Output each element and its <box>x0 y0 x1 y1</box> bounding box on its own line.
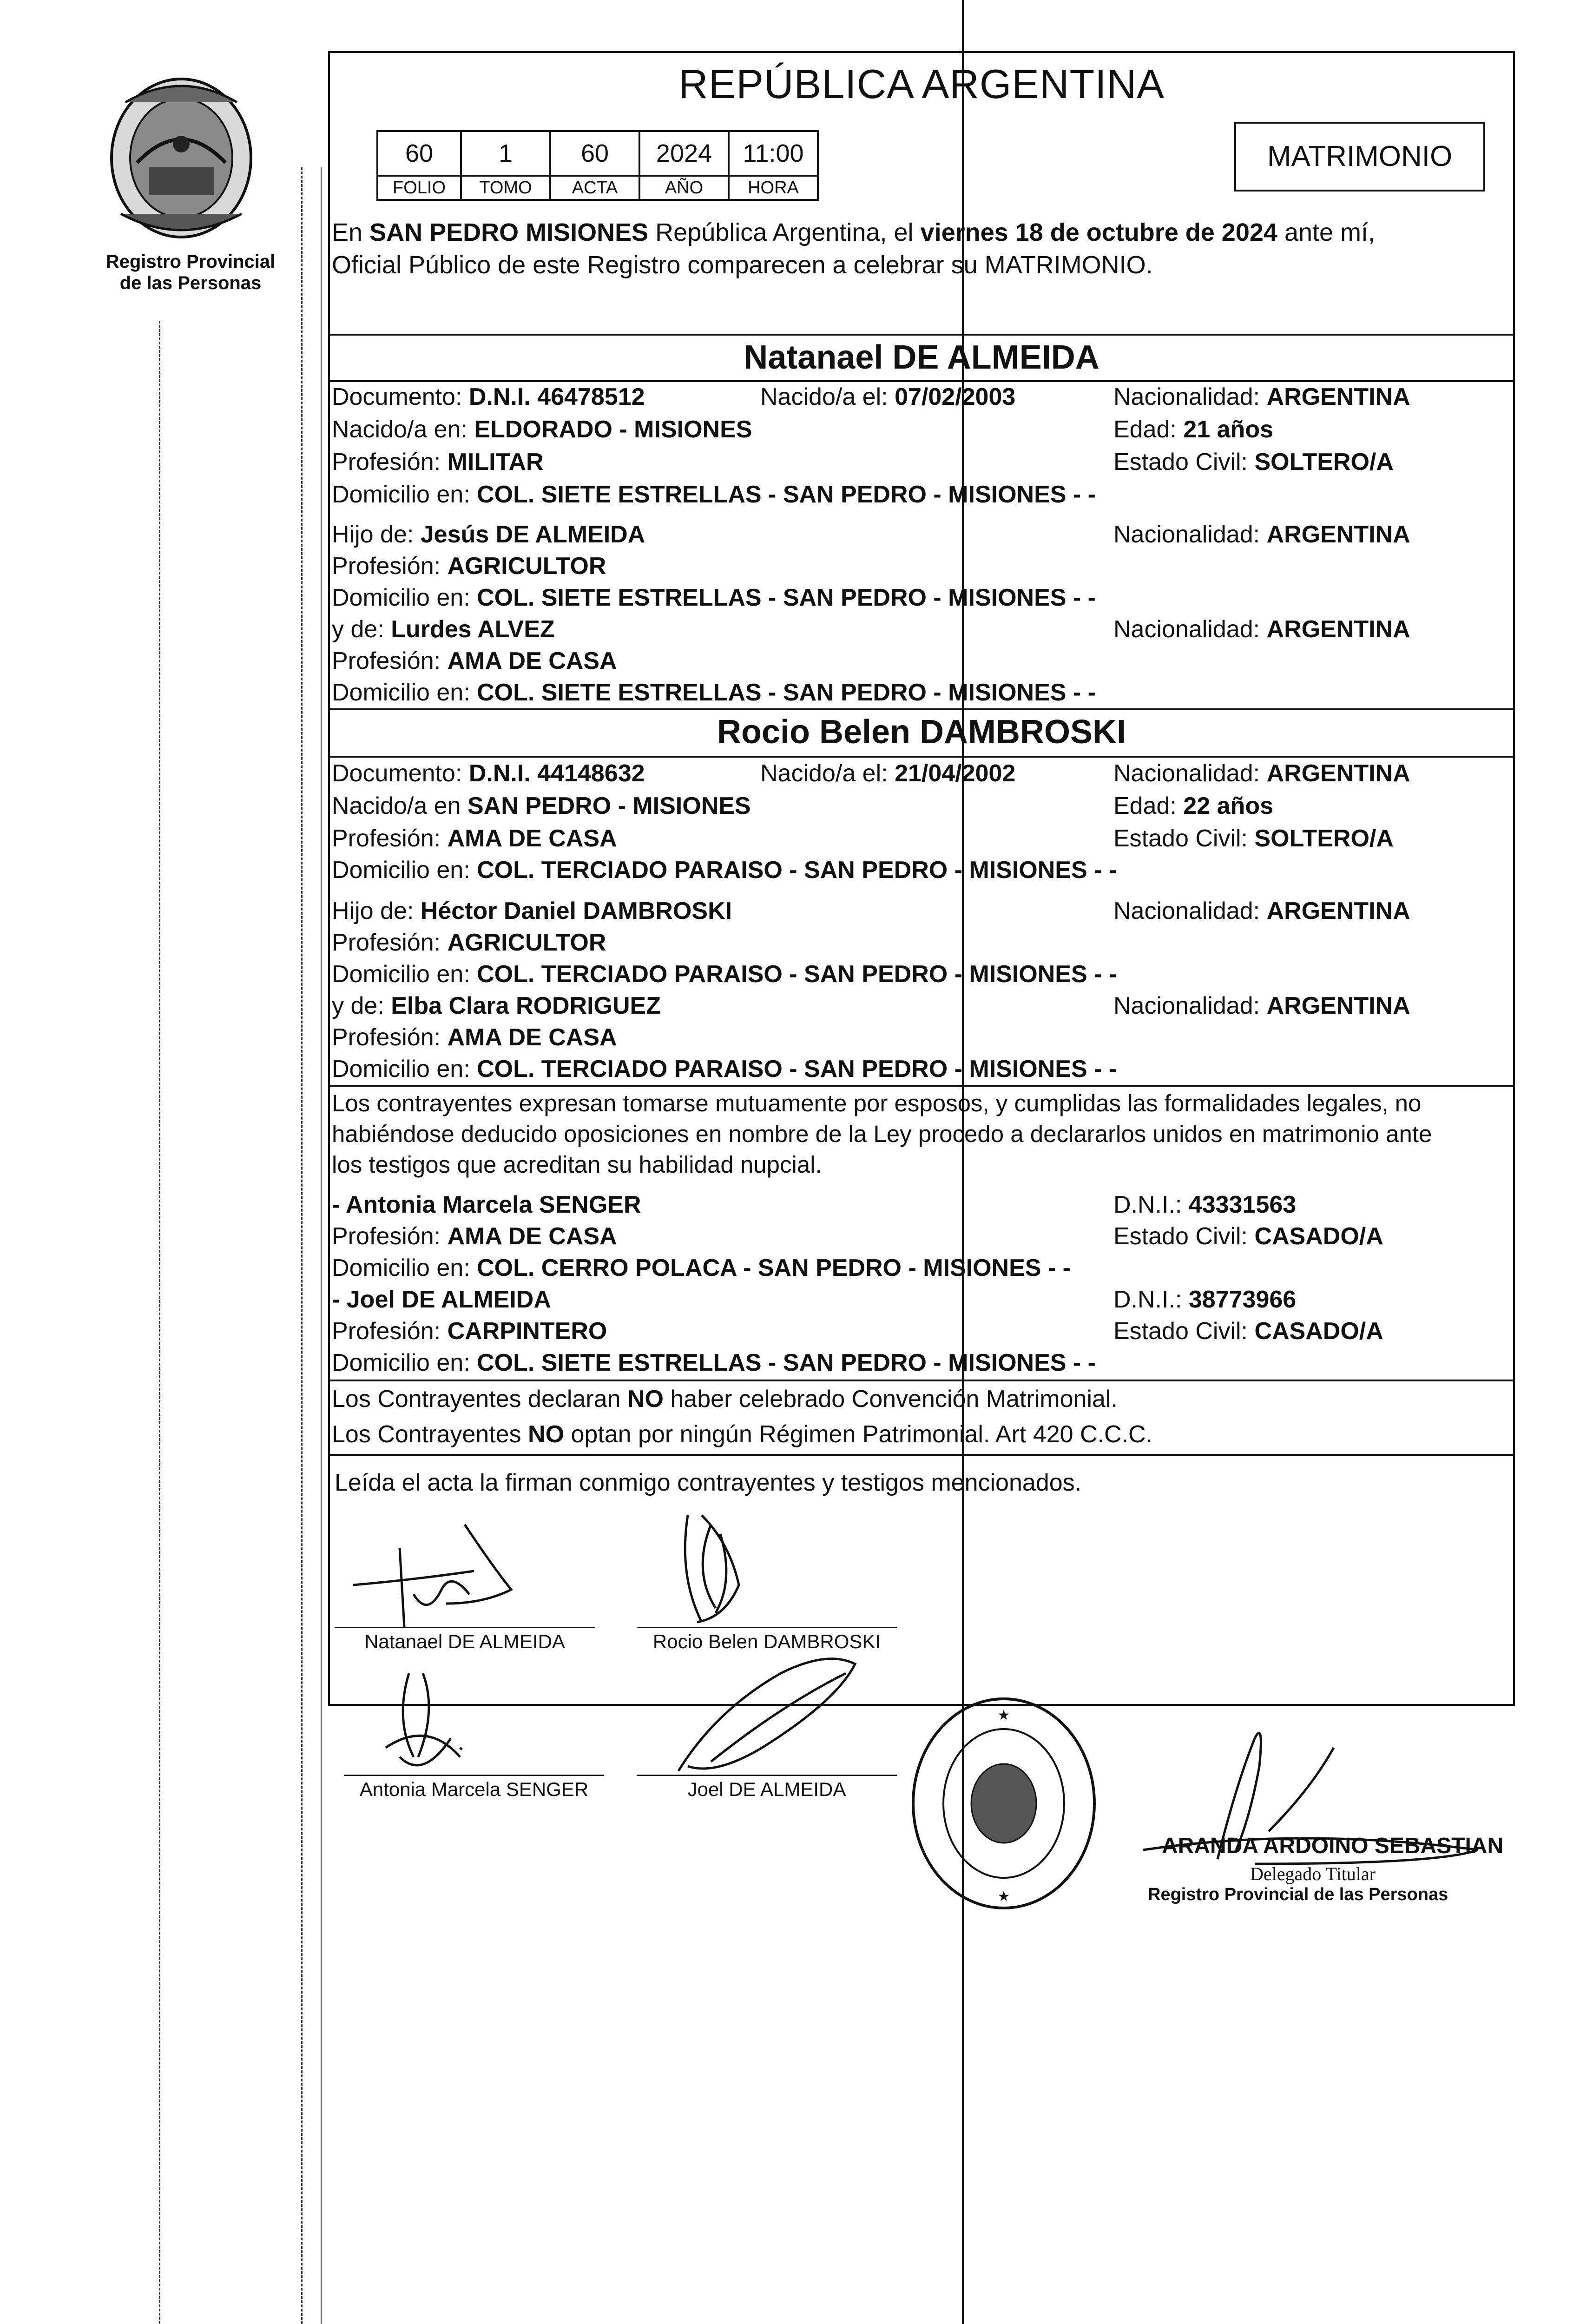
value: 21 años <box>1183 416 1273 443</box>
testigo1-dni <box>1113 1190 1296 1220</box>
signature-line <box>344 1775 604 1776</box>
value: Jesús DE ALMEIDA <box>420 521 645 548</box>
section-divider <box>328 1454 1515 1456</box>
label: Domicilio en: <box>332 1056 470 1083</box>
c1-domicilio <box>332 480 1096 509</box>
c2-edad <box>1113 791 1273 821</box>
c2-estado <box>1113 824 1394 853</box>
c1-nacido-el <box>760 382 1015 412</box>
value: AMA DE CASA <box>447 1223 617 1250</box>
hora-label: HORA <box>729 176 818 200</box>
testigo1-name: - Antonia Marcela SENGER <box>332 1191 641 1218</box>
value: 07/02/2003 <box>895 383 1016 410</box>
declaracion-line-3: los testigos que acreditan su habilidad nupcial. <box>332 1151 822 1178</box>
registro-label-line1: Registro Provincial <box>105 251 276 272</box>
label: Domicilio en: <box>332 584 470 611</box>
value: 22 años <box>1183 792 1273 819</box>
testigo1-domicilio <box>332 1253 1071 1283</box>
value: COL. TERCIADO PARAISO - SAN PEDRO - MISIONES - - <box>477 857 1117 884</box>
c1-madre-profesion <box>332 646 617 676</box>
value: COL. SIETE ESTRELLAS - SAN PEDRO - MISIONES - - <box>477 679 1096 706</box>
value: ELDORADO - MISIONES <box>474 416 752 443</box>
value: CARPINTERO <box>447 1318 607 1345</box>
c1-nacionalidad <box>1113 382 1410 412</box>
c1-padre <box>332 520 645 549</box>
signature-line <box>335 1627 595 1628</box>
label: Domicilio en: <box>332 481 470 508</box>
c2-nacido-en <box>332 791 751 821</box>
signature-3-name: Antonia Marcela SENGER <box>359 1778 589 1800</box>
hora-value: 11:00 <box>729 131 818 176</box>
testigo2-estado <box>1113 1316 1383 1346</box>
label: Estado Civil: <box>1113 825 1248 852</box>
c1-madre-nacionalidad <box>1113 614 1410 644</box>
value: COL. TERCIADO PARAISO - SAN PEDRO - MISIONES - - <box>477 961 1117 988</box>
section-divider <box>328 1085 1515 1087</box>
c1-madre-domicilio <box>332 678 1096 707</box>
testigo2-profesion <box>332 1316 607 1346</box>
anio-value: 2024 <box>639 131 729 176</box>
c2-documento <box>332 759 645 788</box>
value: ARGENTINA <box>1266 898 1410 924</box>
section-divider <box>328 708 1515 710</box>
value: ARGENTINA <box>1266 760 1410 787</box>
c2-padre-domicilio <box>332 959 1117 989</box>
label: Profesión: <box>332 1318 441 1345</box>
label: Edad: <box>1113 792 1177 819</box>
official-org: Registro Provincial de las Personas <box>1148 1885 1448 1904</box>
label: Nacionalidad: <box>1113 521 1260 548</box>
value: ARGENTINA <box>1266 992 1410 1019</box>
value: AGRICULTOR <box>447 553 606 580</box>
c2-padre-nacionalidad <box>1113 896 1410 926</box>
svg-text:★: ★ <box>997 1888 1010 1905</box>
contrayente1-name: Natanael DE ALMEIDA <box>744 339 1099 376</box>
label: Domicilio en: <box>332 1254 470 1281</box>
value: COL. CERRO POLACA - SAN PEDRO - MISIONES - - <box>477 1254 1071 1281</box>
cierre-line: Leída el acta la firman conmigo contrayentes y testigos mencionados. <box>335 1469 1082 1496</box>
signature-3-icon <box>367 1664 488 1780</box>
text: optan por ningún Régimen Patrimonial. Art 420 C.C.C. <box>564 1421 1153 1448</box>
label: Documento: <box>332 760 462 787</box>
section-divider <box>328 334 1515 336</box>
intro-text: República Argentina, el <box>648 218 921 246</box>
value: SOLTERO/A <box>1254 449 1394 475</box>
acta-label: ACTA <box>550 176 639 200</box>
label: Documento: <box>332 383 462 410</box>
c2-nacido-el <box>760 759 1015 788</box>
c1-padre-profesion <box>332 551 606 581</box>
anio-label: AÑO <box>639 176 729 200</box>
intro-text: ante mí, <box>1277 218 1376 246</box>
label: y de: <box>332 616 384 643</box>
intro-place: SAN PEDRO MISIONES <box>369 218 649 246</box>
label: Domicilio en: <box>332 961 470 988</box>
label: D.N.I.: <box>1113 1191 1182 1218</box>
label: Estado Civil: <box>1113 1318 1248 1345</box>
tomo-label: TOMO <box>461 176 550 200</box>
intro-line-2: Oficial Público de este Registro comparecen a celebrar su MATRIMONIO. <box>332 251 1153 279</box>
value: Elba Clara RODRIGUEZ <box>391 992 661 1019</box>
provincia-misiones-seal-icon <box>93 74 270 242</box>
value: SAN PEDRO - MISIONES <box>467 792 751 819</box>
svg-text:★: ★ <box>997 1707 1010 1723</box>
value: AGRICULTOR <box>447 929 606 956</box>
signature-2-icon <box>660 1506 799 1636</box>
label: Profesión: <box>332 1223 441 1250</box>
label: Nacionalidad: <box>1113 383 1260 410</box>
label: y de: <box>332 992 384 1019</box>
value: CASADO/A <box>1254 1223 1383 1250</box>
label: Nacionalidad: <box>1113 760 1260 787</box>
c2-padre-profesion <box>332 928 606 957</box>
c1-documento <box>332 382 645 412</box>
signature-4-icon <box>660 1655 883 1785</box>
label: Profesión: <box>332 553 441 580</box>
margin-dash-line <box>159 321 160 2324</box>
value: ARGENTINA <box>1266 521 1410 548</box>
folio-label: FOLIO <box>377 176 461 200</box>
section-divider <box>328 756 1515 758</box>
signature-line <box>637 1775 897 1776</box>
label: Domicilio en: <box>332 1349 470 1376</box>
value: MILITAR <box>447 449 544 475</box>
text: Los Contrayentes declaran <box>332 1386 627 1413</box>
registro-label <box>93 251 288 294</box>
label: Nacido/a el: <box>760 383 888 410</box>
value: COL. SIETE ESTRELLAS - SAN PEDRO - MISIONES - - <box>477 1349 1096 1376</box>
label: Estado Civil: <box>1113 449 1248 475</box>
c1-padre-domicilio <box>332 583 1096 613</box>
intro-line-1 <box>332 218 1375 247</box>
c2-nacionalidad <box>1113 759 1410 788</box>
contrayente2-name: Rocio Belen DAMBROSKI <box>717 713 1126 751</box>
value: COL. TERCIADO PARAISO - SAN PEDRO - MISIONES - - <box>477 1056 1117 1083</box>
label: Edad: <box>1113 416 1177 443</box>
signature-1-name: Natanael DE ALMEIDA <box>364 1631 565 1652</box>
label: Nacido/a en <box>332 792 461 819</box>
value: D.N.I. 44148632 <box>468 760 645 787</box>
label: Nacionalidad: <box>1113 992 1260 1019</box>
label: Hijo de: <box>332 521 414 548</box>
registro-label-line2: de las Personas <box>119 273 262 293</box>
value: Héctor Daniel DAMBROSKI <box>420 898 732 924</box>
value: SOLTERO/A <box>1254 825 1394 852</box>
signature-1-icon <box>335 1511 558 1631</box>
signature-line <box>637 1627 897 1628</box>
intro-date: viernes 18 de octubre de 2024 <box>920 218 1277 246</box>
document-title: REPÚBLICA ARGENTINA <box>678 61 1165 107</box>
value: COL. SIETE ESTRELLAS - SAN PEDRO - MISIONES - - <box>477 584 1096 611</box>
testigo2-name: - Joel DE ALMEIDA <box>332 1286 551 1313</box>
label: Estado Civil: <box>1113 1223 1248 1250</box>
value: COL. SIETE ESTRELLAS - SAN PEDRO - MISIONES - - <box>477 481 1096 508</box>
label: Domicilio en: <box>332 857 470 884</box>
c1-nacido-en <box>332 415 752 444</box>
c1-padre-nacionalidad <box>1113 520 1410 549</box>
value: 38773966 <box>1188 1286 1297 1313</box>
value: AMA DE CASA <box>447 1024 617 1051</box>
c2-madre-domicilio <box>332 1054 1117 1084</box>
value: ARGENTINA <box>1266 616 1410 643</box>
testigo1-profesion <box>332 1221 617 1251</box>
label: Profesión: <box>332 1024 441 1051</box>
label: Profesión: <box>332 929 441 956</box>
text: Los Contrayentes <box>332 1421 528 1448</box>
label: Nacionalidad: <box>1113 898 1260 924</box>
value: CASADO/A <box>1254 1318 1383 1345</box>
testigo2-dni <box>1113 1285 1296 1314</box>
label: Nacido/a el: <box>760 760 888 787</box>
value: AMA DE CASA <box>447 647 617 674</box>
label: Hijo de: <box>332 898 414 924</box>
tomo-value: 1 <box>461 131 550 176</box>
text: NO <box>528 1421 565 1448</box>
c1-profesion <box>332 447 544 477</box>
acta-value: 60 <box>550 131 639 176</box>
value: Lurdes ALVEZ <box>391 616 555 643</box>
value: AMA DE CASA <box>447 825 617 852</box>
c2-madre <box>332 991 661 1021</box>
label: D.N.I.: <box>1113 1286 1182 1313</box>
label: Nacionalidad: <box>1113 616 1260 643</box>
convencion-line-1 <box>332 1384 1118 1414</box>
folio-table <box>376 130 819 201</box>
declaracion-line-2: habiéndose deducido oposiciones en nombre de la Ley procedo a declararlos unidos en matrimonio ante <box>332 1121 1432 1147</box>
official-stamp-icon <box>906 1692 1101 1915</box>
testigo2-domicilio <box>332 1348 1096 1378</box>
c1-edad <box>1113 415 1273 444</box>
section-divider <box>328 1380 1515 1381</box>
value: 43331563 <box>1188 1191 1297 1218</box>
value: D.N.I. 46478512 <box>468 383 645 410</box>
value: 21/04/2002 <box>895 760 1016 787</box>
label: Profesión: <box>332 825 441 852</box>
c2-profesion <box>332 824 617 853</box>
testigo1-estado <box>1113 1221 1383 1251</box>
acta-type-box: MATRIMONIO <box>1234 122 1485 191</box>
text: NO <box>627 1386 664 1413</box>
signature-2-name: Rocio Belen DAMBROSKI <box>652 1631 881 1652</box>
signature-4-name: Joel DE ALMEIDA <box>687 1778 846 1800</box>
text: haber celebrado Convención Matrimonial. <box>663 1386 1118 1413</box>
label: Profesión: <box>332 647 441 674</box>
official-name: ARANDA ARDOINO SEBASTIAN <box>1162 1834 1504 1858</box>
folio-value: 60 <box>377 131 461 176</box>
c2-madre-nacionalidad <box>1113 991 1410 1021</box>
official-title: Delegado Titular <box>1250 1863 1376 1884</box>
c2-madre-profesion <box>332 1023 617 1052</box>
convencion-line-2 <box>332 1419 1152 1449</box>
label: Profesión: <box>332 449 441 475</box>
c2-domicilio <box>332 855 1117 885</box>
c2-padre <box>332 896 732 926</box>
value: ARGENTINA <box>1266 383 1410 410</box>
c1-madre <box>332 614 555 644</box>
label: Domicilio en: <box>332 679 470 706</box>
intro-text: En <box>332 218 370 246</box>
margin-dash-line <box>301 167 303 2324</box>
margin-line <box>321 167 322 2324</box>
declaracion-line-1: Los contrayentes expresan tomarse mutuamente por esposos, y cumplidas las formalidades legales, no <box>332 1090 1422 1116</box>
c1-estado <box>1113 447 1394 477</box>
label: Nacido/a en: <box>332 416 467 443</box>
